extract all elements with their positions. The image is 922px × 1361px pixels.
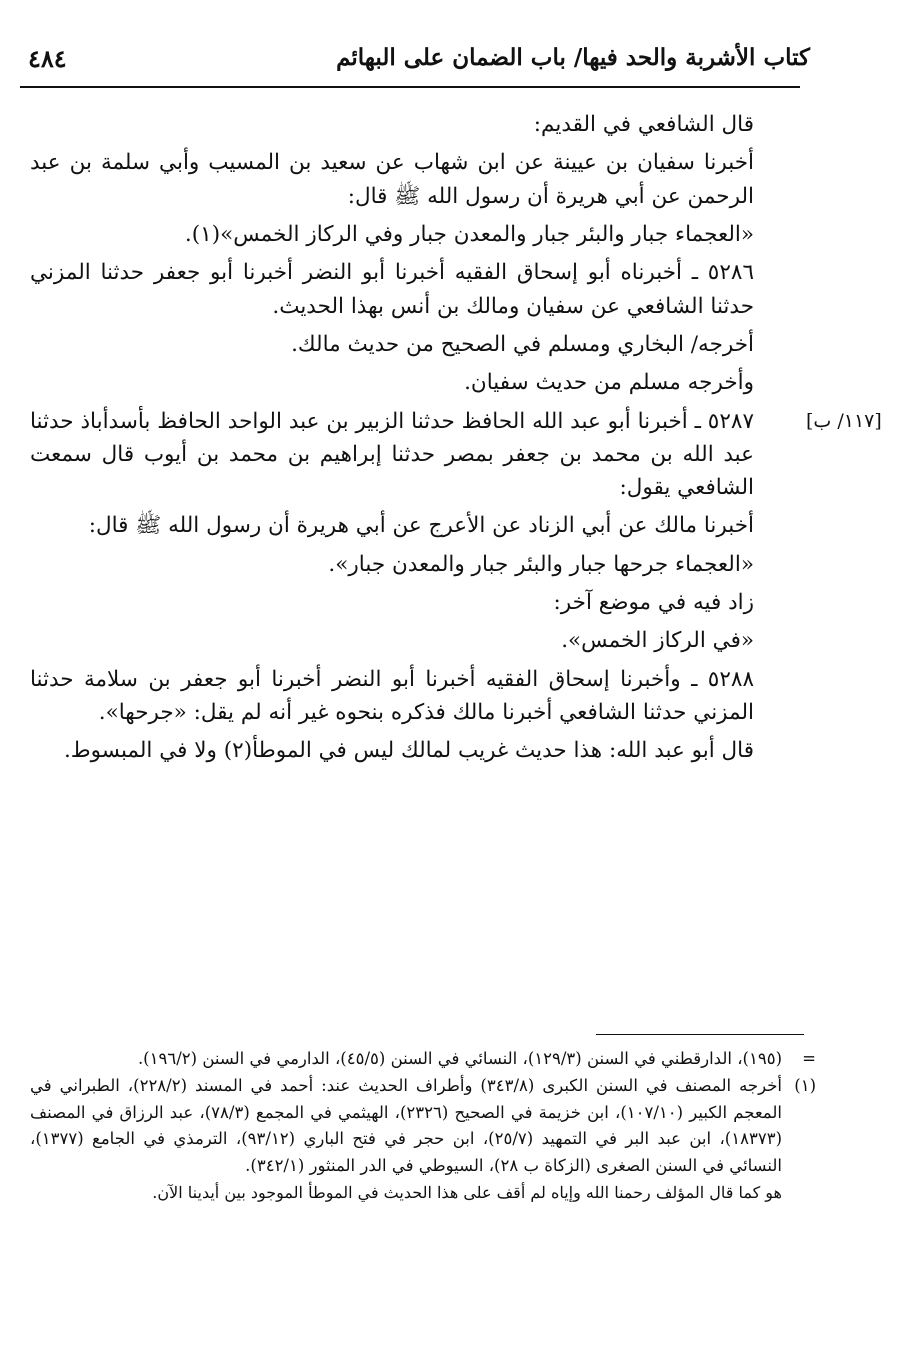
main-text [30,108,802,773]
paragraph-isnad-malik: أخبرنا مالك عن أبي الزناد عن الأعرج عن أبي هريرة أن رسول الله ﷺ قال: [88,513,754,539]
paragraph-hadith-5286: ٥٢٨٦ ـ أخبرناه أبو إسحاق الفقيه أخبرنا أبو النضر أخبرنا أبو جعفر حدثنا المزني حدثنا الشافعي عن سفيان ومالك بن أنس بهذا الحديث. [30,260,754,319]
page-header [20,38,810,86]
footnote-continuation-mark: = [802,1049,816,1068]
footnote-2-text: هو كما قال المؤلف رحمنا الله وإياه لم أقف على هذا الحديث في الموطأ الموجود بين أيدينا الآن. [152,1182,782,1202]
manuscript-folio-marker: [١١٧/ ب] [806,410,882,432]
paragraph-takhrij-bukhari: أخرجه/ البخاري ومسلم في الصحيح من حديث مالك. [291,331,754,357]
paragraph-isnad-sufyan: أخبرنا سفيان بن عيينة عن ابن شهاب عن سعيد بن المسيب وأبي سلمة بن عبد الرحمن عن أبي هريرة أن رسول الله ﷺ قال: [30,150,754,209]
header-divider [20,86,800,88]
paragraph-hadith-5287: ٥٢٨٧ ـ أخبرنا أبو عبد الله الحافظ حدثنا الزبير بن عبد الواحد الحافظ بأسدأباذ حدثنا عبد الله بن محمد بن جعفر بمصر حدثنا إبراهيم بن محمد بن أيوب قال سمعت الشافعي يقول: [30,408,754,501]
footnote-1 [30,1073,816,1179]
paragraph-hadith-jurhuha: «العجماء جرحها جبار والبئر جبار والمعدن جبار». [328,551,754,577]
paragraph-shafii-qadim: قال الشافعي في القديم: [533,112,754,137]
paragraph-ziyada: زاد فيه في موضع آخر: [553,590,754,616]
paragraph-takhrij-muslim: وأخرجه مسلم من حديث سفيان. [464,370,754,396]
footnote-1-text: أخرجه المصنف في السنن الكبرى (٣٤٣/٨) وأطراف الحديث عند: أحمد في المسند (٢٢٨/٢)، الطبراني في المعجم الكبير (١٠٧/١٠)، ابن خزيمة في الصحيح (٢٣٢٦)، الهيثمي في المجمع (٧٨/٣)، عبد الرزاق في المصنف (١٨٣٧٣)، ابن عبد البر في التمهيد (٢٥/٧)، ابن حجر في فتح الباري (٩٣/١٢)، الترمذي في الجامع (١٣٧٧)، النسائي في السنن الصغرى (الزكاة ب ٢٨)، السيوطي في الدر المنثور (٣٤٢/١). [30,1076,782,1175]
footnote-1-mark: (١) [794,1076,816,1096]
page-number: ٤٨٤ [28,44,67,73]
paragraph-abu-abdullah-comment: قال أبو عبد الله: هذا حديث غريب لمالك ليس في الموطأ(٢) ولا في المبسوط. [63,738,754,764]
footnotes [30,1046,816,1206]
footnote-divider [596,1034,804,1035]
paragraph-hadith-5288: ٥٢٨٨ ـ وأخبرنا إسحاق الفقيه أخبرنا أبو النضر أخبرنا أبو جعفر بن سلامة حدثنا المزني حدثنا الشافعي أخبرنا مالك فذكره بنحوه غير أنه لم يقل: «جرحها». [30,666,754,725]
footnote-continuation [30,1046,816,1072]
running-title: كتاب الأشربة والحد فيها/ باب الضمان على البهائم [336,44,810,71]
footnote-continuation-text: (١٩٥)، الدارقطني في السنن (١٢٩/٣)، النسائي في السنن (٤٥/٥)، الدارمي في السنن (١٩٦/٢). [137,1049,782,1068]
paragraph-hadith-ajma: «العجماء جبار والبئر جبار والمعدن جبار وفي الركاز الخمس»(١). [184,221,754,247]
paragraph-rikaz: «في الركاز الخمس». [561,628,754,654]
